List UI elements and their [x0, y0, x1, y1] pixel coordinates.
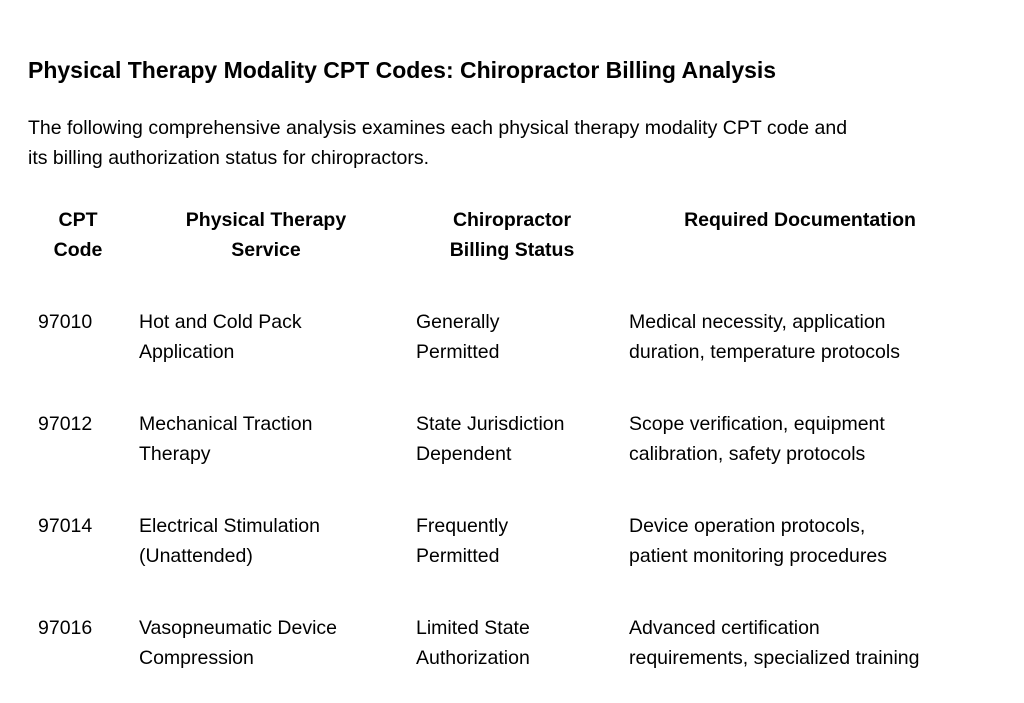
- cell-line: calibration, safety protocols: [629, 443, 866, 465]
- cell-documentation: [629, 307, 900, 367]
- cell-cpt-code: 97012: [38, 413, 93, 435]
- header-cpt-code: [28, 205, 128, 265]
- header-line: Service: [231, 239, 301, 261]
- cell-billing-status: [416, 307, 499, 367]
- cell-service: [139, 613, 337, 673]
- cell-line: State Jurisdiction: [416, 413, 565, 435]
- cell-line: Frequently: [416, 515, 509, 537]
- document-title: Physical Therapy Modality CPT Codes: Chiropractor Billing Analysis: [28, 57, 777, 83]
- cell-billing-status: [416, 613, 530, 673]
- cell-line: Authorization: [416, 647, 530, 669]
- cell-line: Medical necessity, application: [629, 311, 886, 333]
- header-line: Required Documentation: [684, 209, 916, 231]
- cell-line: Limited State: [416, 617, 530, 639]
- cell-documentation: [629, 511, 887, 571]
- cell-line: Permitted: [416, 341, 500, 363]
- cell-line: Device operation protocols,: [629, 515, 866, 537]
- cell-line: Generally: [416, 311, 500, 333]
- cell-line: patient monitoring procedures: [629, 545, 887, 567]
- cell-line: Hot and Cold Pack: [139, 311, 302, 333]
- intro-line: The following comprehensive analysis examines each physical therapy modality CPT code and: [28, 117, 848, 139]
- header-line: CPT: [58, 209, 98, 231]
- cell-cpt-code: 97016: [38, 617, 93, 639]
- header-documentation: [640, 205, 960, 235]
- cell-cpt-code: 97014: [38, 515, 93, 537]
- header-line: Chiropractor: [452, 209, 572, 231]
- cell-line: Mechanical Traction: [139, 413, 313, 435]
- cell-line: requirements, specialized training: [629, 647, 920, 669]
- cell-line: Dependent: [416, 443, 512, 465]
- cell-cpt-code: 97010: [38, 311, 93, 333]
- cell-line: Scope verification, equipment: [629, 413, 885, 435]
- header-service: [166, 205, 366, 265]
- cell-service: [139, 409, 312, 469]
- cell-documentation: [629, 409, 885, 469]
- header-line: Billing Status: [449, 239, 575, 261]
- cell-line: Therapy: [139, 443, 211, 465]
- cell-billing-status: [416, 409, 565, 469]
- intro-line: its billing authorization status for chiropractors.: [28, 147, 430, 169]
- cell-service: [139, 511, 320, 571]
- cell-line: Compression: [139, 647, 254, 669]
- cell-documentation: [629, 613, 919, 673]
- header-billing-status: [412, 205, 612, 265]
- cell-line: Permitted: [416, 545, 500, 567]
- cell-line: (Unattended): [139, 545, 253, 567]
- cell-line: Application: [139, 341, 235, 363]
- header-line: Physical Therapy: [185, 209, 347, 231]
- cell-line: duration, temperature protocols: [629, 341, 900, 363]
- intro-paragraph: [28, 113, 998, 173]
- cell-line: Vasopneumatic Device: [139, 617, 337, 639]
- cell-service: [139, 307, 302, 367]
- cell-line: Electrical Stimulation: [139, 515, 320, 537]
- cell-billing-status: [416, 511, 508, 571]
- header-line: Code: [53, 239, 103, 261]
- cell-line: Advanced certification: [629, 617, 820, 639]
